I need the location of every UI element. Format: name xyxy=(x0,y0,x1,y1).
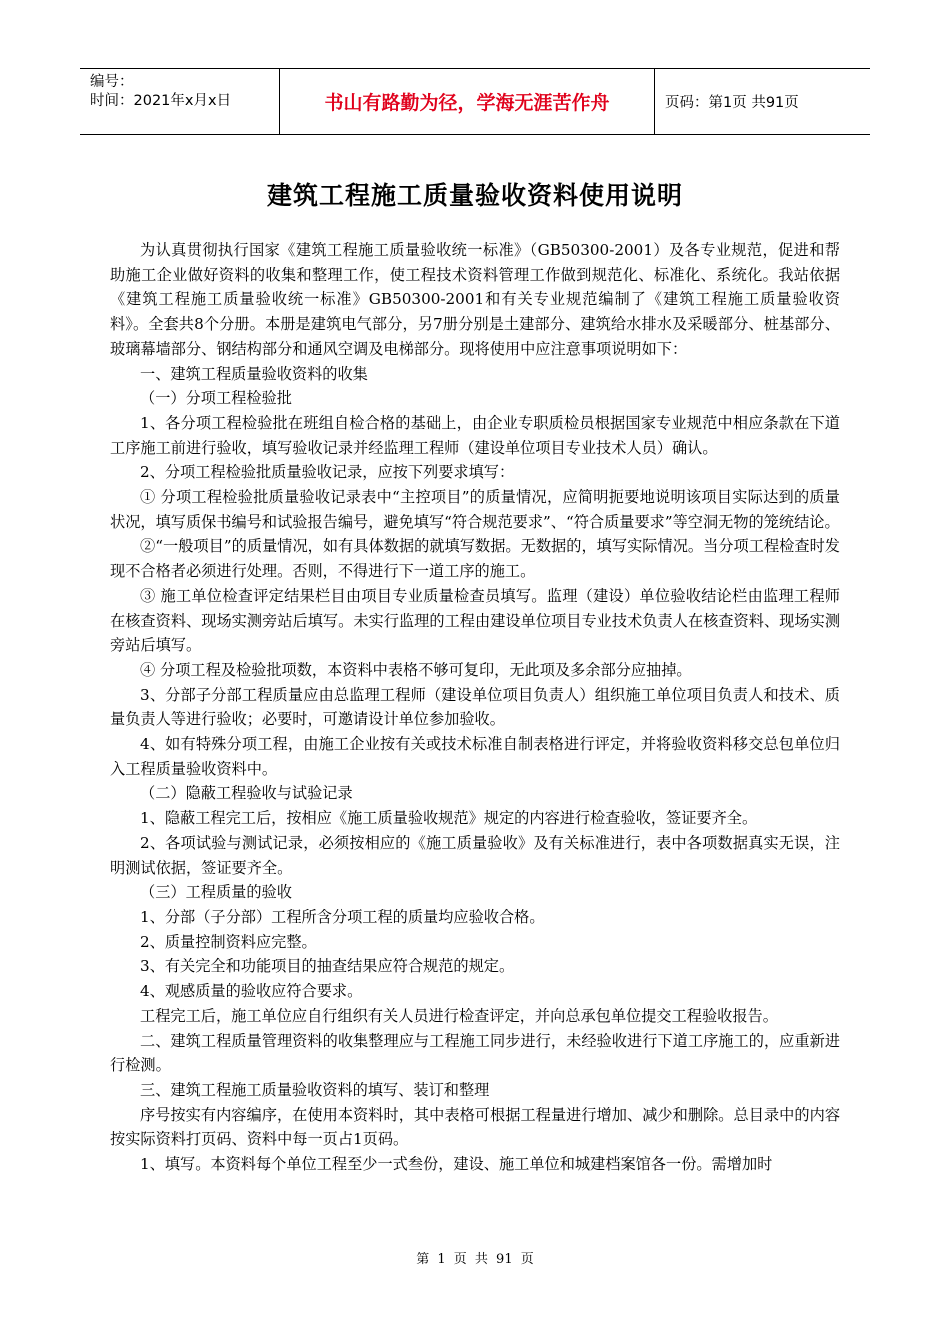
motto: 书山有路勤为径，学海无涯苦作舟 xyxy=(280,69,655,134)
time-label: 时间：2021年x月x日 xyxy=(90,93,232,109)
document-body xyxy=(110,238,840,1177)
subsection-heading: （二）隐蔽工程验收与试验记录 xyxy=(140,784,353,803)
paragraph: 1、各分项工程检验批在班组自检合格的基础上，由企业专职质检员根据国家专业规范中相应条款在下道工序施工前进行验收，填写验收记录并经监理工程师（建设单位项目专业技术人员）确认。 xyxy=(110,413,840,457)
paragraph: 3、分部子分部工程质量应由总监理工程师（建设单位项目负责人）组织施工单位项目负责人和技术、质量负责人等进行验收；必要时，可邀请设计单位参加验收。 xyxy=(110,685,840,729)
page-title: 建筑工程施工质量验收资料使用说明 xyxy=(266,181,683,210)
section-heading: 三、建筑工程施工质量验收资料的填写、装订和整理 xyxy=(140,1080,490,1099)
paragraph: 2、分项工程检验批质量验收记录，应按下列要求填写： xyxy=(140,463,515,482)
paragraph: 工程完工后，施工单位应自行组织有关人员进行检查评定，并向总承包单位提交工程验收报告。 xyxy=(140,1006,778,1025)
paragraph: 4、如有特殊分项工程，由施工企业按有关或技术标准自制表格进行评定，并将验收资料移交总包单位归入工程质量验收资料中。 xyxy=(110,735,840,778)
paragraph: 为认真贯彻执行国家《建筑工程施工质量验收统一标准》（GB50300-2001）及各专业规范，促进和帮助施工企业做好资料的收集和整理工作，使工程技术资料管理工作做到规范化、标准化、系统化。我站依据《建筑工程施工质量验收统一标准》GB50300-2001和有关专业规范编制了《建筑工程施工质量验收资料》。全套共8个分册。本册是建筑电气部分，另7册分别是土建部分、建筑给水排水及采暖部分、桩基部分、玻璃幕墙部分、钢结构部分和通风空调及电梯部分。现将使用中应注意事项说明如下： xyxy=(110,241,840,358)
paragraph: ④ 分项工程及检验批项数，本资料中表格不够可复印，无此项及多余部分应抽掉。 xyxy=(140,660,692,679)
paragraph: 3、有关完全和功能项目的抽查结果应符合规范的规定。 xyxy=(140,957,515,976)
paragraph: 2、质量控制资料应完整。 xyxy=(140,932,317,951)
paragraph: 1、填写。本资料每个单位工程至少一式叁份，建设、施工单位和城建档案馆各一份。需增加时 xyxy=(140,1155,773,1174)
paragraph: ③ 施工单位检查评定结果栏目由项目专业质量检查员填写。监理（建设）单位验收结论栏由监理工程师在核查资料、现场实测旁站后填写。未实行监理的工程由建设单位项目专业技术负责人在核查资料、现场实测旁站后填写。 xyxy=(110,586,840,655)
page-footer: 第 1 页 共 91 页 xyxy=(416,1252,534,1267)
code-label: 编号： xyxy=(90,74,134,90)
section-heading: 一、建筑工程质量验收资料的收集 xyxy=(140,364,368,383)
page-info: 页码：第1页 共91页 xyxy=(665,95,799,111)
paragraph: 1、隐蔽工程完工后，按相应《施工质量验收规范》规定的内容进行检查验收，签证要齐全。 xyxy=(140,809,758,828)
section-heading: 二、建筑工程质量管理资料的收集整理应与工程施工同步进行，未经验收进行下道工序施工的，应重新进行检测。 xyxy=(110,1031,840,1075)
paragraph: 序号按实有内容编序，在使用本资料时，其中表格可根据工程量进行增加、减少和删除。总目录中的内容按实际资料打页码、资料中每一页占1页码。 xyxy=(110,1105,840,1149)
paragraph: 4、观感质量的验收应符合要求。 xyxy=(140,982,363,1001)
subsection-heading: （三）工程质量的验收 xyxy=(140,883,292,902)
paragraph: 2、各项试验与测试记录，必须按相应的《施工质量验收》及有关标准进行，表中各项数据真实无误，注明测试依据，签证要齐全。 xyxy=(110,833,840,877)
paragraph: ① 分项工程检验批质量验收记录表中“主控项目”的质量情况，应简明扼要地说明该项目实际达到的质量状况，填写质保书编号和试验报告编号，避免填写“符合规范要求”、“符合质量要求”等空洞无物的笼统结论。 xyxy=(110,488,840,531)
paragraph: 1、分部（子分部）工程所含分项工程的质量均应验收合格。 xyxy=(140,907,545,926)
header-meta xyxy=(80,69,280,134)
paragraph: ②“一般项目”的质量情况，如有具体数据的就填写数据。无数据的，填写实际情况。当分项工程检查时发现不合格者必须进行处理。否则，不得进行下一道工序的施工。 xyxy=(110,537,840,581)
document-header xyxy=(80,68,870,135)
subsection-heading: （一）分项工程检验批 xyxy=(140,389,292,408)
